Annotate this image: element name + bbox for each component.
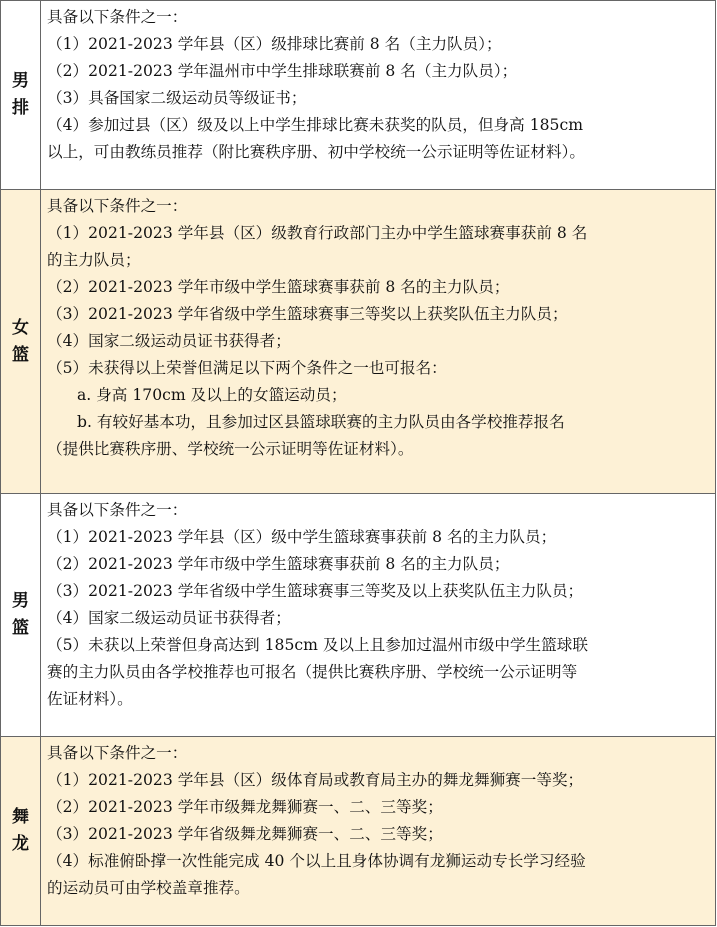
requirement-line: （3）2021-2023 学年省级中学生篮球赛事三等奖以上获奖队伍主力队员； — [47, 305, 568, 323]
requirements-cell — [41, 190, 715, 493]
category-char: 篮 — [12, 618, 29, 638]
category-char: 篮 — [12, 344, 29, 365]
requirement-line: （1）2021-2023 学年县（区）级体育局或教育局主办的舞龙舞狮赛一等奖； — [47, 771, 584, 789]
requirement-line: （4）国家二级运动员证书获得者； — [47, 332, 291, 350]
requirement-line: （3）2021-2023 学年省级舞龙舞狮赛一、二、三等奖； — [47, 825, 443, 843]
requirement-line: 佐证材料）。 — [47, 690, 133, 708]
requirement-line: （4）国家二级运动员证书获得者； — [47, 609, 291, 627]
category-cell — [1, 737, 41, 925]
section-row — [1, 494, 715, 737]
category-cell — [1, 1, 41, 189]
requirement-line: （3）具备国家二级运动员等级证书； — [47, 89, 307, 107]
requirement-line: a. 身高 170cm 及以上的女篮运动员； — [77, 386, 347, 404]
requirements-cell — [41, 1, 715, 189]
category-cell — [1, 190, 41, 493]
requirement-line: （1）2021-2023 学年县（区）级排球比赛前 8 名（主力队员）； — [47, 35, 502, 53]
category-char: 龙 — [12, 834, 29, 854]
category-char: 舞 — [12, 807, 29, 827]
requirement-line: 的主力队员； — [47, 251, 141, 269]
section-row — [1, 1, 715, 190]
requirement-line: （4）参加过县（区）级及以上中学生排球比赛未获奖的队员，但身高 185cm — [47, 116, 583, 134]
category-char: 排 — [12, 98, 29, 118]
requirement-line: （2）2021-2023 学年市级舞龙舞狮赛一、二、三等奖； — [47, 798, 443, 816]
requirements-cell — [41, 494, 715, 736]
requirement-line: 的运动员可由学校盖章推荐。 — [47, 879, 250, 897]
requirement-line: （5）未获以上荣誉但身高达到 185cm 及以上且参加过温州市级中学生篮球联 — [47, 636, 588, 654]
category-char: 女 — [12, 317, 29, 338]
requirement-line: 以上，可由教练员推荐（附比赛秩序册、初中学校统一公示证明等佐证材料）。 — [47, 143, 585, 161]
section-row — [1, 737, 715, 925]
category-char: 男 — [12, 71, 29, 91]
requirements-cell — [41, 737, 715, 925]
category-cell — [1, 494, 41, 736]
requirement-line: 具备以下条件之一： — [47, 197, 188, 215]
requirement-line: 具备以下条件之一： — [47, 501, 188, 519]
requirement-line: （2）2021-2023 学年市级中学生篮球赛事获前 8 名的主力队员； — [47, 278, 510, 296]
requirement-line: 具备以下条件之一： — [47, 8, 188, 26]
requirement-line: （2）2021-2023 学年温州市中学生排球联赛前 8 名（主力队员）； — [47, 62, 518, 80]
requirement-line: （1）2021-2023 学年县（区）级教育行政部门主办中学生篮球赛事获前 8 名 — [47, 224, 588, 242]
section-row — [1, 190, 715, 494]
requirement-line: （5）未获得以上荣誉但满足以下两个条件之一也可报名： — [47, 359, 447, 377]
requirement-line: 赛的主力队员由各学校推荐也可报名（提供比赛秩序册、学校统一公示证明等 — [47, 663, 578, 681]
requirement-line: 具备以下条件之一： — [47, 744, 188, 762]
requirement-line: （2）2021-2023 学年市级中学生篮球赛事获前 8 名的主力队员； — [47, 555, 510, 573]
requirement-line: b. 有较好基本功，且参加过区县篮球联赛的主力队员由各学校推荐报名 — [77, 413, 565, 431]
category-char: 男 — [12, 591, 29, 611]
requirement-line: （4）标准俯卧撑一次性能完成 40 个以上且身体协调有龙狮运动专长学习经验 — [47, 852, 586, 870]
requirement-line: （提供比赛秩序册、学校统一公示证明等佐证材料）。 — [47, 440, 414, 458]
requirement-line: （1）2021-2023 学年县（区）级中学生篮球赛事获前 8 名的主力队员； — [47, 528, 557, 546]
requirement-line: （3）2021-2023 学年省级中学生篮球赛事三等奖及以上获奖队伍主力队员； — [47, 582, 584, 600]
